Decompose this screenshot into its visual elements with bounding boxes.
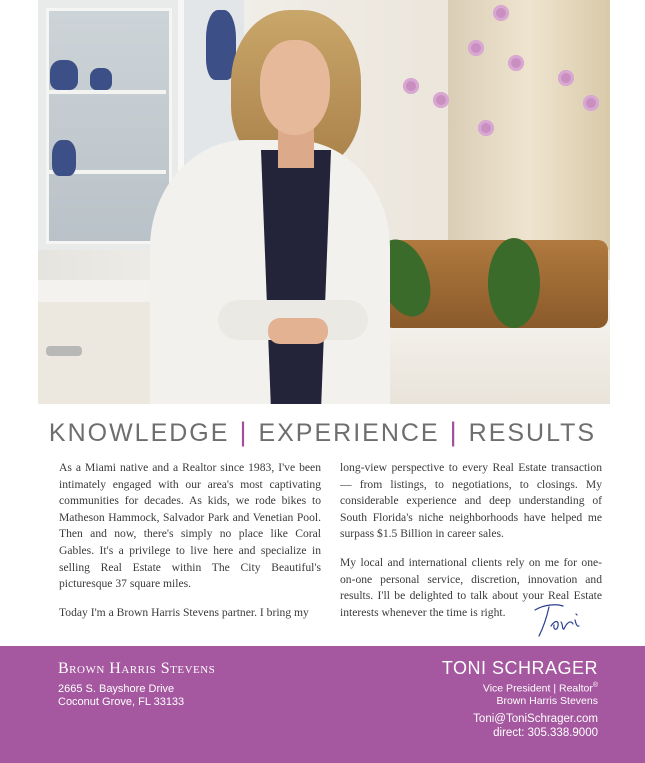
headline [0,417,645,448]
headline-word-knowledge: KNOWLEDGE [48,419,230,447]
footer-band [0,646,645,763]
body-paragraph: As a Miami native and a Realtor since 1983, I've been intimately engaged with our area's most captivating communities for decades. As kids, we rode bikes to Matheson Hammock, Salvador Park and Venetian Pool. Then and now, there's simply no place like Coral Gables. It's a privilege to live here and specialize in selling Real Estate within The City Beautiful's picturesque 37 square miles. [59,461,321,591]
portrait-hands [268,318,328,344]
headline-word-experience: EXPERIENCE [258,419,440,447]
drawer-handle [46,346,82,356]
address-line-1: 2665 S. Bayshore Drive [58,683,175,695]
orchid-flower [583,95,599,111]
brand-logo-text: Brown Harris Stevens [58,660,216,677]
hero-photo [38,0,610,404]
headline-word-results: RESULTS [468,419,597,447]
registered-mark: ® [592,682,598,689]
orchid-flower [558,70,574,86]
blue-pottery [50,60,78,90]
body-paragraph: My local and international clients rely on me for one-on-one personal service, discretion, innovation and results. I'll be delighted to talk about your Real Estate interests whenever the time is right. [340,555,602,619]
signature [531,600,583,640]
orchid-flower [493,5,509,21]
orchid-leaf [488,238,540,328]
address-line-2: Coconut Grove, FL 33133 [58,696,185,708]
agent-title-text: Vice President | Realtor [482,682,593,695]
body-column-left [59,460,321,633]
orchid-flower [403,78,419,94]
orchid-flower [508,55,524,71]
agent-email-link[interactable]: Toni@ToniSchrager.com [473,713,598,725]
blue-pottery [52,140,76,176]
agent-title [483,682,598,695]
agent-company: Brown Harris Stevens [496,695,598,707]
cabinet-glass [46,8,172,244]
headline-separator: | [449,417,459,447]
cabinet-shelf [46,90,166,94]
window-backdrop [448,0,610,250]
agent-phone[interactable]: direct: 305.338.9000 [493,727,598,739]
agent-name: TONI SCHRAGER [441,658,598,678]
orchid-flower [468,40,484,56]
headline-separator: | [239,417,249,447]
body-paragraph: long-view perspective to every Real Estate transaction — from listings, to negotiations, to closings. My considerable experience and deep understanding of South Florida's niche neighborhoods have helped me surpass $1.5 Billion in career sales. [340,461,602,541]
orchid-flower [478,120,494,136]
body-paragraph: Today I'm a Brown Harris Stevens partner. I bring my [59,605,309,619]
blue-pottery [90,68,112,90]
portrait-face [260,40,330,135]
orchid-flower [433,92,449,108]
